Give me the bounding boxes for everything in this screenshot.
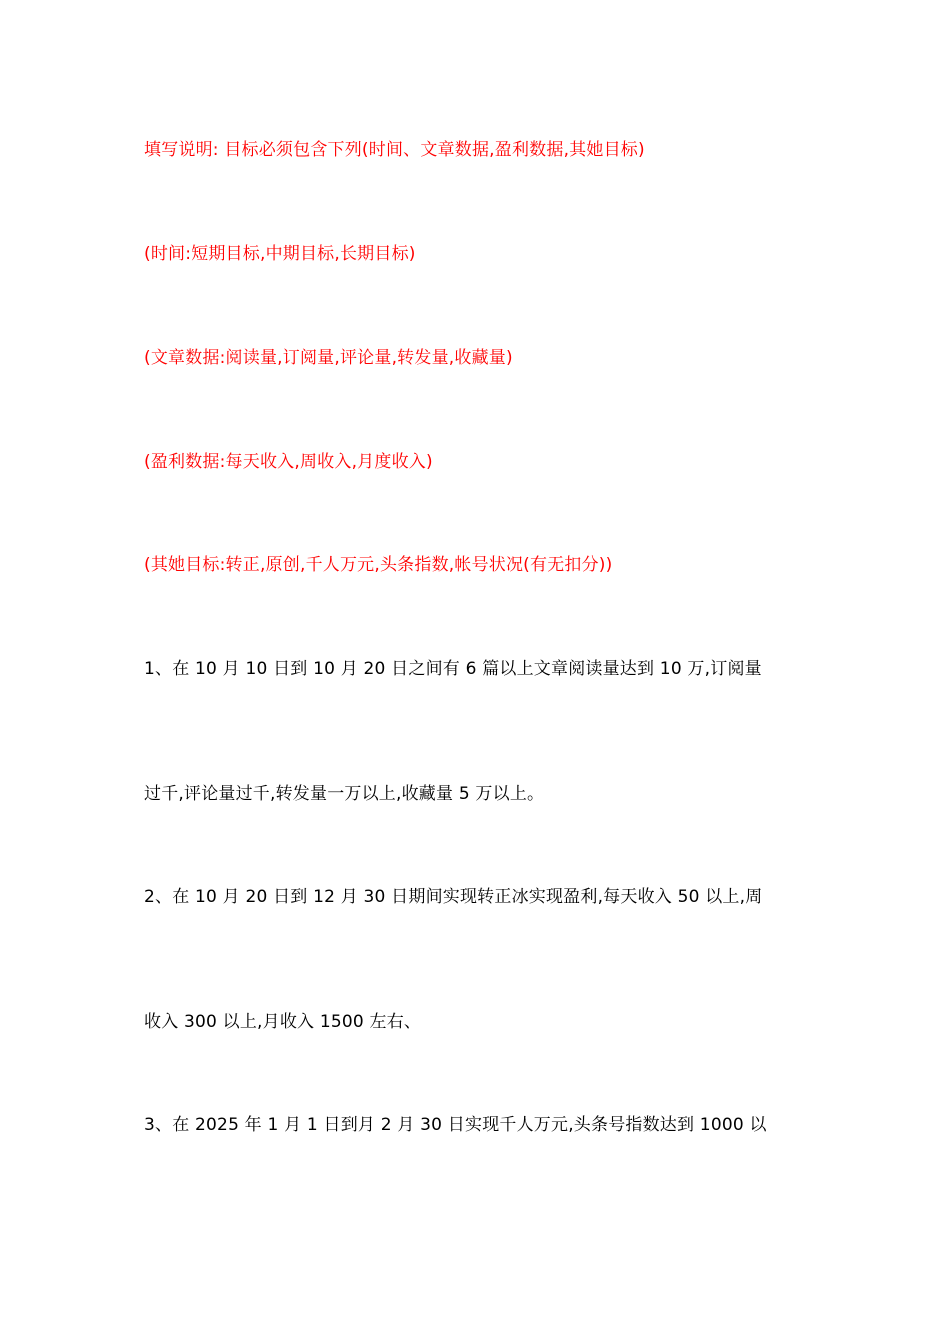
instruction-time: (时间:短期目标,中期目标,长期目标): [144, 244, 416, 264]
instruction-heading: 填写说明: 目标必须包含下列(时间、文章数据,盈利数据,其她目标): [144, 140, 645, 160]
goal-2-line-1: 2、在 10 月 20 日到 12 月 30 日期间实现转正冰实现盈利,每天收入 50 以上,周: [144, 887, 763, 907]
goal-1-line-2: 过千,评论量过千,转发量一万以上,收藏量 5 万以上。: [144, 784, 545, 804]
goal-1-line-1: 1、在 10 月 10 日到 10 月 20 日之间有 6 篇以上文章阅读量达到 10 万,订阅量: [144, 659, 762, 679]
goal-3-line-1: 3、在 2025 年 1 月 1 日到月 2 月 30 日实现千人万元,头条号指数达到 1000 以: [144, 1115, 767, 1135]
instruction-other-goals: (其她目标:转正,原创,千人万元,头条指数,帐号状况(有无扣分)): [144, 555, 613, 575]
goal-2-line-2: 收入 300 以上,月收入 1500 左右、: [144, 1012, 422, 1032]
instruction-profit-data: (盈利数据:每天收入,周收入,月度收入): [144, 452, 433, 472]
instruction-article-data: (文章数据:阅读量,订阅量,评论量,转发量,收藏量): [144, 348, 513, 368]
